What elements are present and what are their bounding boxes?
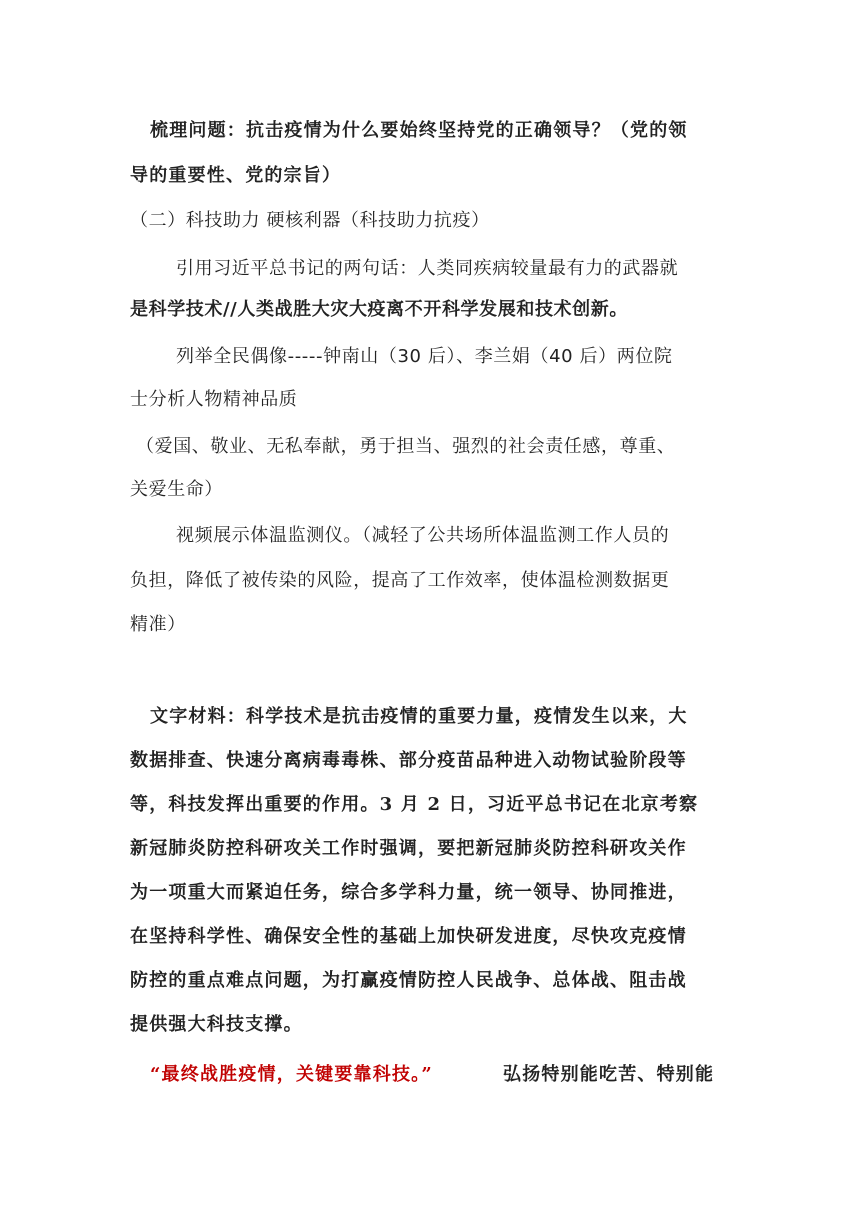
problem-line-1: 梳理问题：抗击疫情为什么要始终坚持党的正确领导？（党的领 (150, 120, 688, 141)
idol-line-1: 列举全民偶像-----钟南山（30 后）、李兰娟（40 后）两位院 (176, 346, 673, 367)
section-heading: （二）科技助力 硬核利器（科技助力抗疫） (130, 210, 490, 231)
material-line-3: 等，科技发挥出重要的作用。3 月 2 日，习近平总书记在北京考察 (130, 794, 699, 815)
video-line-2: 负担，降低了被传染的风险，提高了工作效率，使体温检测数据更 (130, 570, 670, 591)
idol-line-2: 士分析人物精神品质 (130, 389, 298, 410)
problem-line-2: 导的重要性、党的宗旨） (130, 165, 342, 186)
qualities-line-1: （爱国、敬业、无私奉献，勇于担当、强烈的社会责任感，尊重、 (136, 436, 676, 457)
material-line-2: 数据排查、快速分离病毒毒株、部分疫苗品种进入动物试验阶段等 (130, 750, 687, 771)
red-quote: “最终战胜疫情，关键要靠科技。” (150, 1064, 433, 1085)
material-line-8: 提供强大科技支撑。 (130, 1014, 303, 1035)
material-line-6: 在坚持科学性、确保安全性的基础上加快研发进度，尽快攻克疫情 (130, 926, 687, 947)
video-line-3: 精准） (130, 614, 186, 635)
material-line-1: 文字材料：科学技术是抗击疫情的重要力量，疫情发生以来，大 (150, 706, 688, 727)
qualities-line-2: 关爱生命） (130, 479, 223, 500)
trailing-text: 弘扬特别能吃苦、特别能 (503, 1064, 715, 1085)
material-line-5: 为一项重大而紧迫任务，综合多学科力量，统一领导、协同推进， (130, 882, 687, 903)
material-line-7: 防控的重点难点问题，为打赢疫情防控人民战争、总体战、阻击战 (130, 970, 687, 991)
material-line-4: 新冠肺炎防控科研攻关工作时强调，要把新冠肺炎防控科研攻关作 (130, 838, 687, 859)
video-line-1: 视频展示体温监测仪。（减轻了公共场所体温监测工作人员的 (176, 525, 670, 546)
quote-line-2: 是科学技术//人类战胜大灾大疫离不开科学发展和技术创新。 (130, 299, 628, 320)
quote-line-1: 引用习近平总书记的两句话：人类同疾病较量最有力的武器就 (176, 258, 679, 279)
